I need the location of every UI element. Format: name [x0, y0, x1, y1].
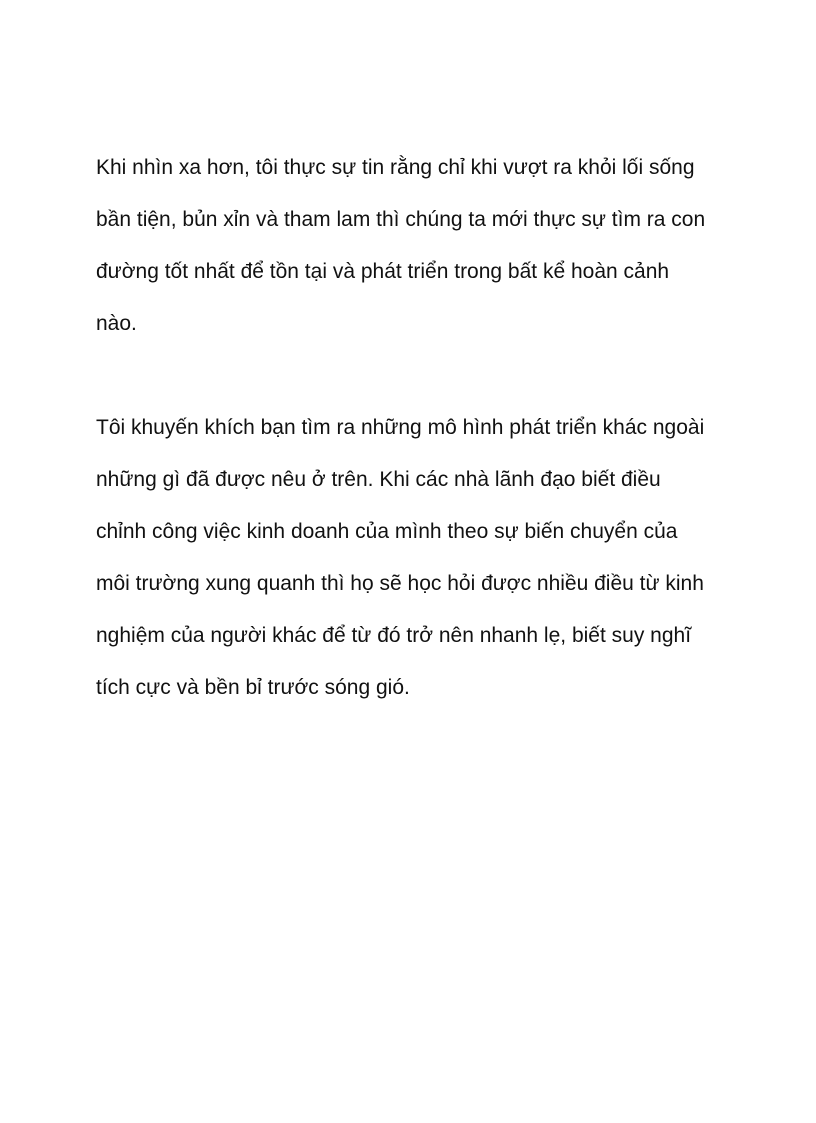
text-line: nghiệm của người khác để từ đó trở nên nhanh lẹ, biết suy nghĩ [96, 624, 692, 647]
text-line: Khi nhìn xa hơn, tôi thực sự tin rằng chỉ khi vượt ra khỏi lối sống [96, 156, 695, 179]
text-line: Tôi khuyến khích bạn tìm ra những mô hình phát triển khác ngoài [96, 416, 705, 439]
text-line: chỉnh công việc kinh doanh của mình theo sự biến chuyển của [96, 520, 678, 543]
text-line: bần tiện, bủn xỉn và tham lam thì chúng ta mới thực sự tìm ra con [96, 208, 706, 231]
text-line: những gì đã được nêu ở trên. Khi các nhà lãnh đạo biết điều [96, 468, 661, 491]
text-line: nào. [96, 312, 137, 335]
text-line: đường tốt nhất để tồn tại và phát triển trong bất kể hoàn cảnh [96, 260, 670, 283]
text-line: môi trường xung quanh thì họ sẽ học hỏi được nhiều điều từ kinh [96, 572, 704, 595]
text-line: tích cực và bền bỉ trước sóng gió. [96, 676, 410, 699]
